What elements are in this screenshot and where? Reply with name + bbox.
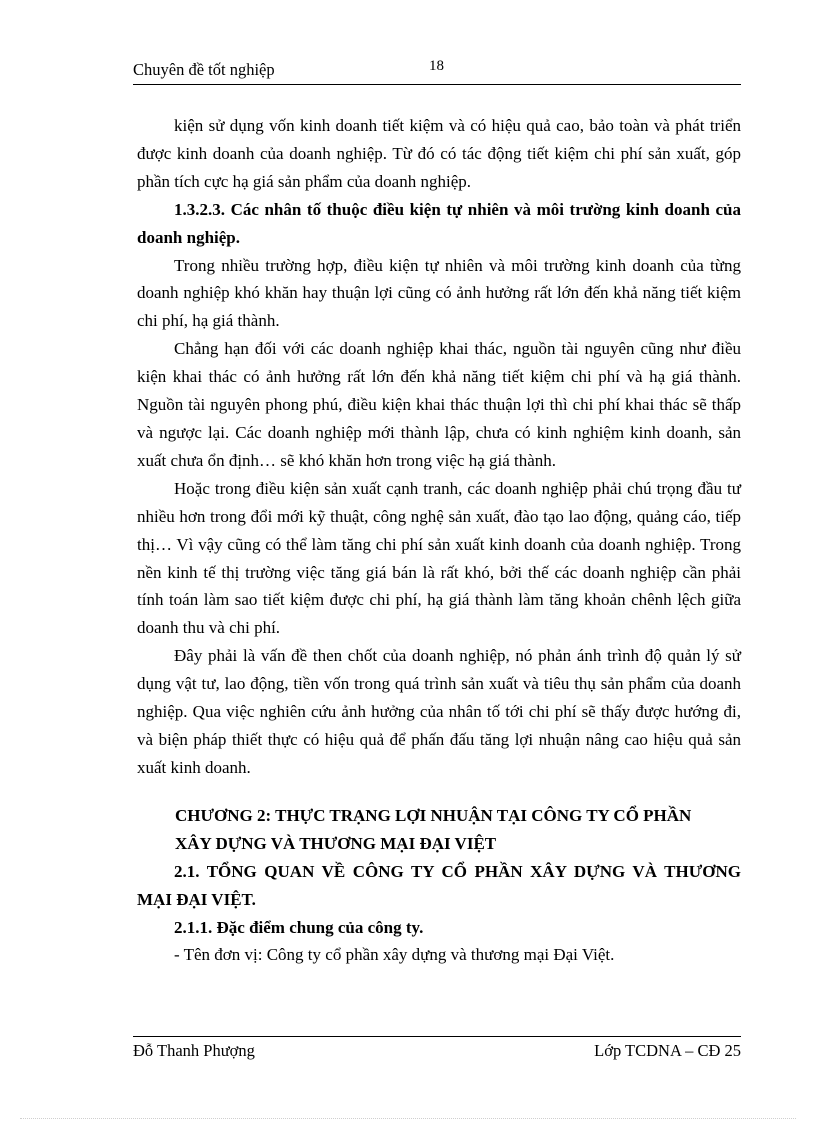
page-footer <box>133 1036 741 1067</box>
header-title: Chuyên đề tốt nghiệp <box>133 60 275 79</box>
page-body <box>137 112 741 969</box>
section-heading-21: 2.1. TỔNG QUAN VỀ CÔNG TY CỔ PHẦN XÂY DỰNG VÀ THƯƠNG MẠI ĐẠI VIỆT. <box>137 861 741 909</box>
page-edge-divider <box>20 1118 796 1119</box>
subheading-211: 2.1.1. Đặc điểm chung của công ty. <box>174 917 424 937</box>
chapter-title-line-2: XÂY DỰNG VÀ THƯƠNG MẠI ĐẠI VIỆT <box>175 833 497 853</box>
footer-class: Lớp TCDNA – CĐ 25 <box>594 1041 741 1060</box>
paragraph-2: Trong nhiều trường hợp, điều kiện tự nhiên và môi trường kinh doanh của từng doanh nghiệp khó khăn hay thuận lợi cũng có ảnh hưởng rất lớn đến khả năng tiết kiệm chi phí, hạ giá thành. <box>137 255 741 331</box>
chapter-title <box>137 802 741 858</box>
paragraph-3: Chẳng hạn đối với các doanh nghiệp khai thác, nguồn tài nguyên cũng như điều kiện khai thác có ảnh hưởng rất lớn đến khả năng tiết kiệm chi phí và hạ giá thành. Nguồn tài nguyên phong phú, điều kiện khai thác thuận lợi thì chi phí khai thác sẽ thấp và ngược lại. Các doanh nghiệp mới thành lập, chưa có kinh nghiệm kinh doanh, sản xuất chưa ổn định… sẽ khó khăn hơn trong việc hạ giá thành. <box>137 339 741 470</box>
paragraph-1: kiện sử dụng vốn kinh doanh tiết kiệm và có hiệu quả cao, bảo toàn và phát triển được kinh doanh của doanh nghiệp. Từ đó có tác động tiết kiệm chi phí sản xuất, góp phần tích cực hạ giá sản phẩm của doanh nghiệp. <box>137 116 741 191</box>
paragraph-5: Đây phải là vấn đề then chốt của doanh nghiệp, nó phản ánh trình độ quản lý sử dụng vật tư, lao động, tiền vốn trong quá trình sản xuất và tiêu thụ sản phẩm của doanh nghiệp. Qua việc nghiên cứu ảnh hưởng của nhân tố tới chi phí sẽ thấy được hướng đi, và biện pháp thiết thực có hiệu quả để phấn đấu tăng lợi nhuận nâng cao hiệu quả sản xuất kinh doanh. <box>137 646 741 777</box>
page-number: 18 <box>429 58 444 74</box>
chapter-title-line-1: CHƯƠNG 2: THỰC TRẠNG LỢI NHUẬN TẠI CÔNG TY CỔ PHẦN <box>175 805 692 825</box>
page-header <box>133 56 741 85</box>
paragraph-4: Hoặc trong điều kiện sản xuất cạnh tranh, các doanh nghiệp phải chú trọng đầu tư nhiều hơn trong đổi mới kỹ thuật, công nghệ sản xuất, đào tạo lao động, quảng cáo, tiếp thị… Vì vậy cũng có thể làm tăng chi phí sản xuất kinh doanh của doanh nghiệp. Trong nền kinh tế thị trường việc tăng giá bán là rất khó, bởi thế các doanh nghiệp cần phải tính toán làm sao tiết kiệm được chi phí, hạ giá thành làm tăng khoản chênh lệch giữa doanh thu và chi phí. <box>137 478 741 638</box>
footer-author: Đỗ Thanh Phượng <box>133 1041 255 1060</box>
subheading-1323: 1.3.2.3. Các nhân tố thuộc điều kiện tự nhiên và môi trường kinh doanh của doanh nghiệp. <box>137 199 741 247</box>
list-item: - Tên đơn vị: Công ty cổ phần xây dựng và thương mại Đại Việt. <box>174 945 615 965</box>
